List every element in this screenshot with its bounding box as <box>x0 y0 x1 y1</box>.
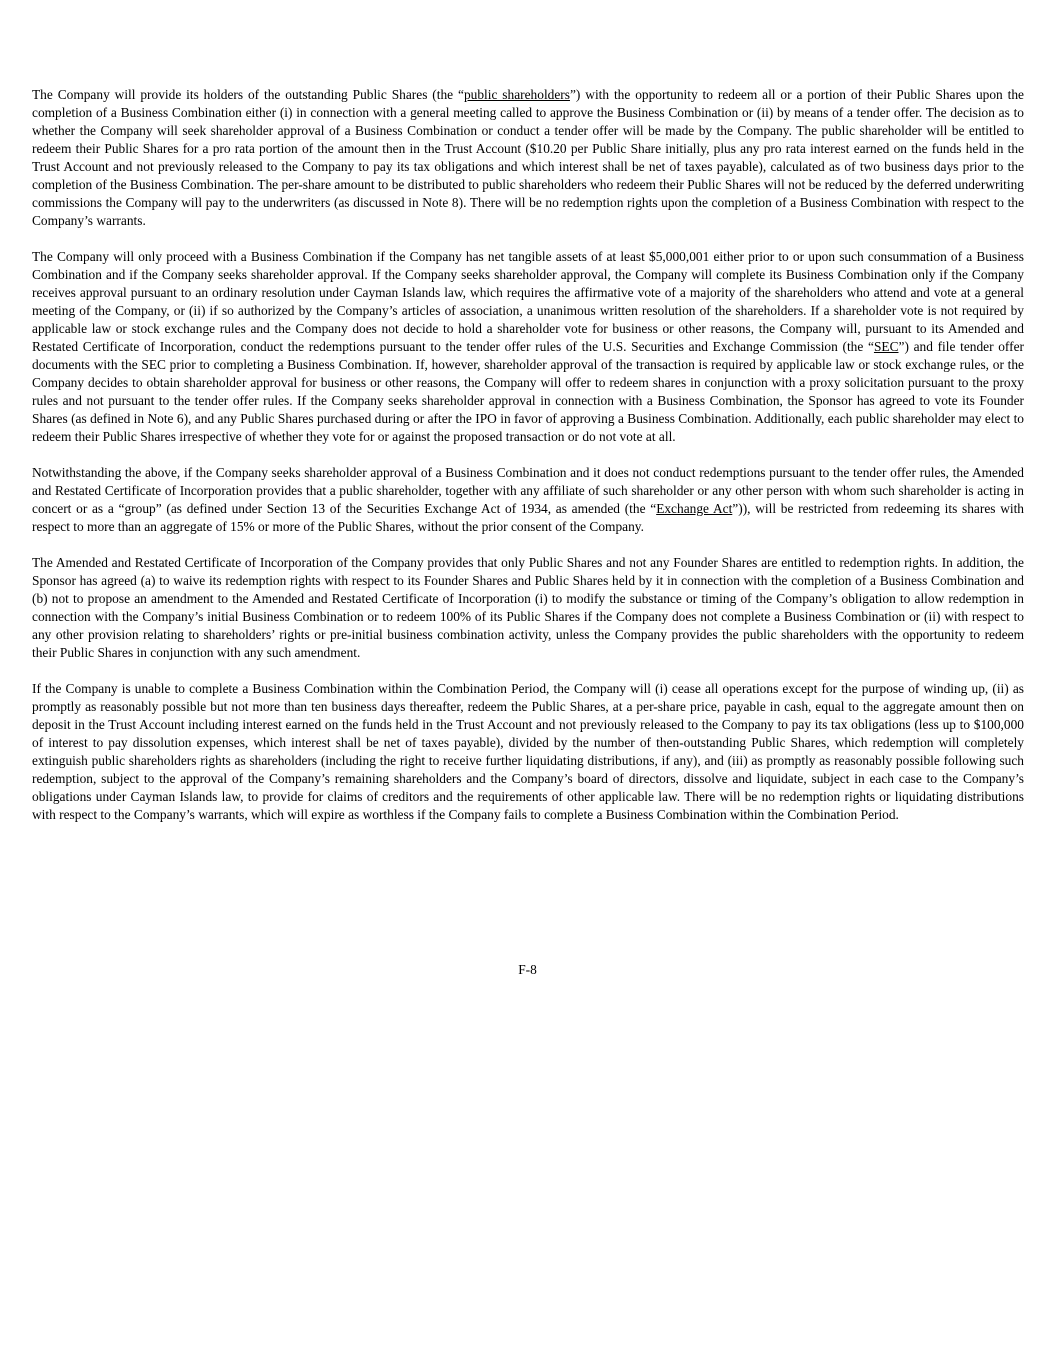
paragraph-text: If the Company is unable to complete a Business Combination within the Combination Period, the Company will (i) cease all operations except for the purpose of winding up, (ii) as promptly as reasonably possible but not more than ten business days thereafter, redeem the Public Shares, at a per-share price, payable in cash, equal to the aggregate amount then on deposit in the Trust Account including interest earned on the funds held in the Trust Account and not previously released to the Company to pay its tax obligations (less up to $100,000 of interest to pay dissolution expenses, which interest shall be net of taxes payable), divided by the number of then-outstanding Public Shares, which redemption will completely extinguish public shareholders rights as shareholders (including the right to receive further liquidating distributions, if any), and (iii) as promptly as reasonably possible following such redemption, subject to the approval of the Company’s remaining shareholders and the Company’s board of directors, dissolve and liquidate, subject in each case to the Company’s obligations under Cayman Islands law, to provide for claims of creditors and the requirements of other applicable law. There will be no redemption rights or liquidating distributions with respect to the Company’s warrants, which will expire as worthless if the Company fails to complete a Business Combination within the Combination Period. <box>32 681 1024 822</box>
paragraph-text: The Company will provide its holders of the outstanding Public Shares (the “ <box>32 87 464 102</box>
paragraph-text: ”)), will be restricted from redeeming its shares with respect to more than an aggregate of 15% or more of the Public Shares, without the prior consent of the Company. <box>32 501 1024 534</box>
defined-term-public-shareholders: public shareholders <box>463 87 570 102</box>
paragraph-redemption-limit <box>32 464 1024 536</box>
paragraph-redemption-rights <box>32 86 1024 230</box>
paragraph-combination-period <box>32 680 1024 824</box>
defined-term-exchange-act: Exchange Act <box>656 501 733 516</box>
paragraph-text: Notwithstanding the above, if the Company seeks shareholder approval of a Business Combination and it does not conduct redemptions pursuant to the tender offer rules, the Amended and Restated Certificate of Incorporation provides that a public shareholder, together with any affiliate of such shareholder or any other person with whom such shareholder is acting in concert or as a “group” (as defined under Section 13 of the Securities Exchange Act of 1934, as amended (the “ <box>32 465 1024 516</box>
document-body <box>32 86 1024 842</box>
paragraph-business-combination-approval <box>32 248 1024 446</box>
paragraph-text: The Company will only proceed with a Business Combination if the Company has net tangible assets of at least $5,000,001 either prior to or upon such consummation of a Business Combination and if the Company seeks shareholder approval. If the Company seeks shareholder approval, the Company will complete its Business Combination only if the Company receives approval pursuant to an ordinary resolution under Cayman Islands law, which requires the affirmative vote of a majority of the shareholders who attend and vote at a general meeting of the Company, or (ii) if so authorized by the Company’s articles of association, a unanimous written resolution of the shareholders. If a shareholder vote is not required by applicable law or stock exchange rules and the Company does not decide to hold a shareholder vote for business or other reasons, the Company will, pursuant to its Amended and Restated Certificate of Incorporation, conduct the redemptions pursuant to the tender offer rules of the U.S. Securities and Exchange Commission (the “ <box>32 249 1024 354</box>
paragraph-text: ”) and file tender offer documents with the SEC prior to completing a Business Combination. If, however, shareholder approval of the transaction is required by applicable law or stock exchange rules, or the Company decides to obtain shareholder approval for business or other reasons, the Company will offer to redeem shares in conjunction with a proxy solicitation pursuant to the proxy rules and not pursuant to the tender offer rules. If the Company seeks shareholder approval in connection with a Business Combination, the Sponsor has agreed to vote its Founder Shares (as defined in Note 6), and any Public Shares purchased during or after the IPO in favor of approving a Business Combination. Additionally, each public shareholder may elect to redeem their Public Shares irrespective of whether they vote for or against the proposed transaction or do not vote at all. <box>32 339 1024 444</box>
defined-term-sec: SEC <box>873 339 899 354</box>
paragraph-founder-shares <box>32 554 1024 662</box>
page-number: F-8 <box>518 962 537 977</box>
paragraph-text: The Amended and Restated Certificate of Incorporation of the Company provides that only Public Shares and not any Founder Shares are entitled to redemption rights. In addition, the Sponsor has agreed (a) to waive its redemption rights with respect to its Founder Shares and Public Shares held by it in connection with the completion of a Business Combination and (b) not to propose an amendment to the Amended and Restated Certificate of Incorporation (i) to modify the substance or timing of the Company’s obligation to allow redemption in connection with the Company’s initial Business Combination or to redeem 100% of its Public Shares if the Company does not complete a Business Combination or (ii) with respect to any other provision relating to shareholders’ rights or pre-initial business combination activity, unless the Company provides the public shareholders with the opportunity to redeem their Public Shares in conjunction with any such amendment. <box>32 555 1024 660</box>
paragraph-text: ”) with the opportunity to redeem all or a portion of their Public Shares upon the completion of a Business Combination either (i) in connection with a general meeting called to approve the Business Combination or (ii) by means of a tender offer. The decision as to whether the Company will seek shareholder approval of a Business Combination or conduct a tender offer will be made by the Company. The public shareholder will be entitled to redeem their Public Shares for a pro rata portion of the amount then in the Trust Account ($10.20 per Public Share initially, plus any pro rata interest earned on the funds held in the Trust Account and not previously released to the Company to pay its tax obligations and which interest shall be net of taxes payable), calculated as of two business days prior to the completion of the Business Combination. The per-share amount to be distributed to public shareholders who redeem their Public Shares will not be reduced by the deferred underwriting commissions the Company will pay to the underwriters (as discussed in Note 8). There will be no redemption rights upon the completion of a Business Combination with respect to the Company’s warrants. <box>32 87 1024 228</box>
